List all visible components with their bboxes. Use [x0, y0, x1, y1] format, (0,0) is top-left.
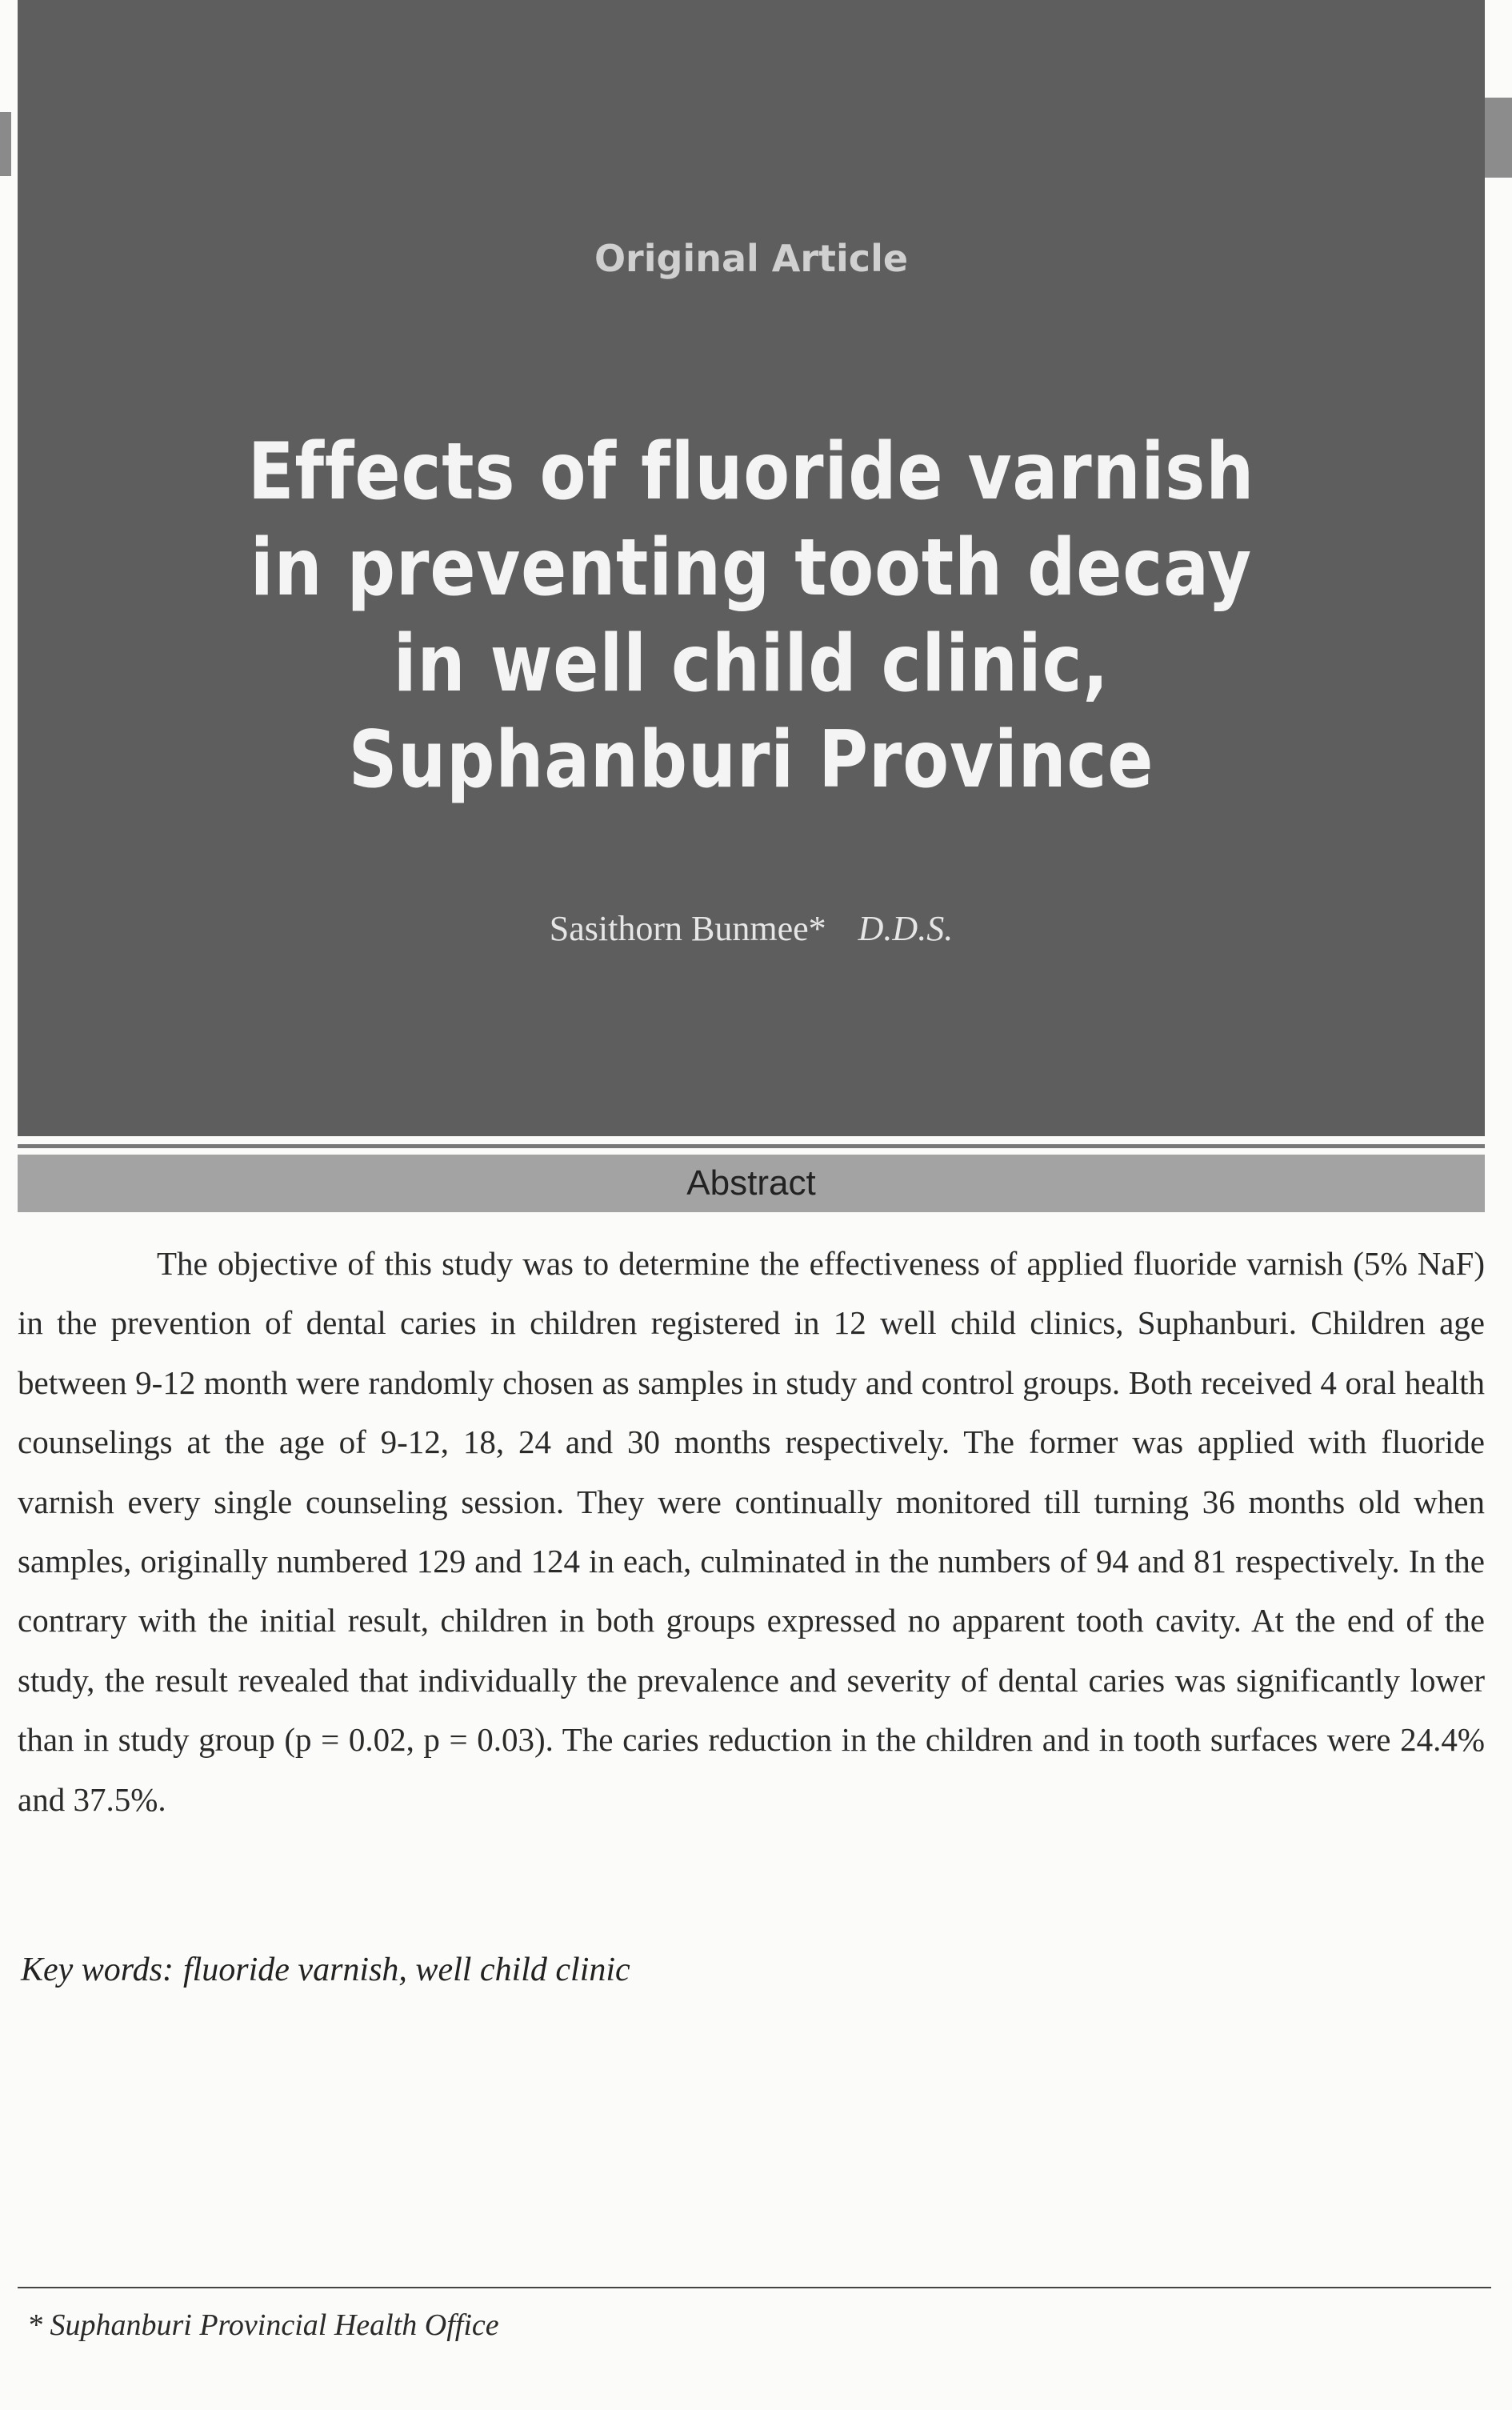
- title-panel: [18, 0, 1485, 1136]
- abstract-text: The objective of this study was to determine the effectiveness of applied fluoride varnish (5% NaF) in the prevention of dental caries in children registered in 12 well child clinics, Suphanburi. Children age between 9-12 month were randomly chosen as samples in study and control groups. Both received 4 oral health counselings at the age of 9-12, 18, 24 and 30 months respectively. The former was applied with fluoride varnish every single counseling session. They were continually monitored till turning 36 months old when samples, originally numbered 129 and 124 in each, culminated in the numbers of 94 and 81 respectively. In the contrary with the initial result, children in both groups expressed no apparent tooth cavity. At the end of the study, the result revealed that individually the prevalence and severity of dental caries was significantly lower than in study group (p = 0.02, p = 0.03). The caries reduction in the children and in tooth surfaces were 24.4% and 37.5%.: [18, 1245, 1485, 1818]
- title-line: Effects of fluoride varnish: [247, 426, 1255, 518]
- page-edge-mark-right: [1485, 98, 1512, 178]
- article-type-label: Original Article: [594, 237, 909, 280]
- author-line: [18, 908, 1485, 949]
- page-edge-mark-left: [0, 112, 11, 176]
- author-degree: D.D.S.: [858, 909, 954, 948]
- title-line: Suphanburi Province: [348, 715, 1154, 806]
- title-line: in well child clinic,: [393, 619, 1110, 710]
- author-name: Sasithorn Bunmee*: [549, 909, 826, 948]
- article-title: [120, 424, 1382, 808]
- footnote-affiliation: * Suphanburi Provincial Health Office: [27, 2308, 499, 2342]
- footnote-divider: [18, 2287, 1491, 2288]
- abstract-heading: Abstract: [18, 1155, 1485, 1212]
- keywords: [21, 1951, 630, 1989]
- keywords-label: Key words:: [21, 1952, 174, 1988]
- abstract-divider: [18, 1144, 1485, 1148]
- keywords-value: fluoride varnish, well child clinic: [182, 1952, 630, 1988]
- title-line: in preventing tooth decay: [250, 522, 1253, 614]
